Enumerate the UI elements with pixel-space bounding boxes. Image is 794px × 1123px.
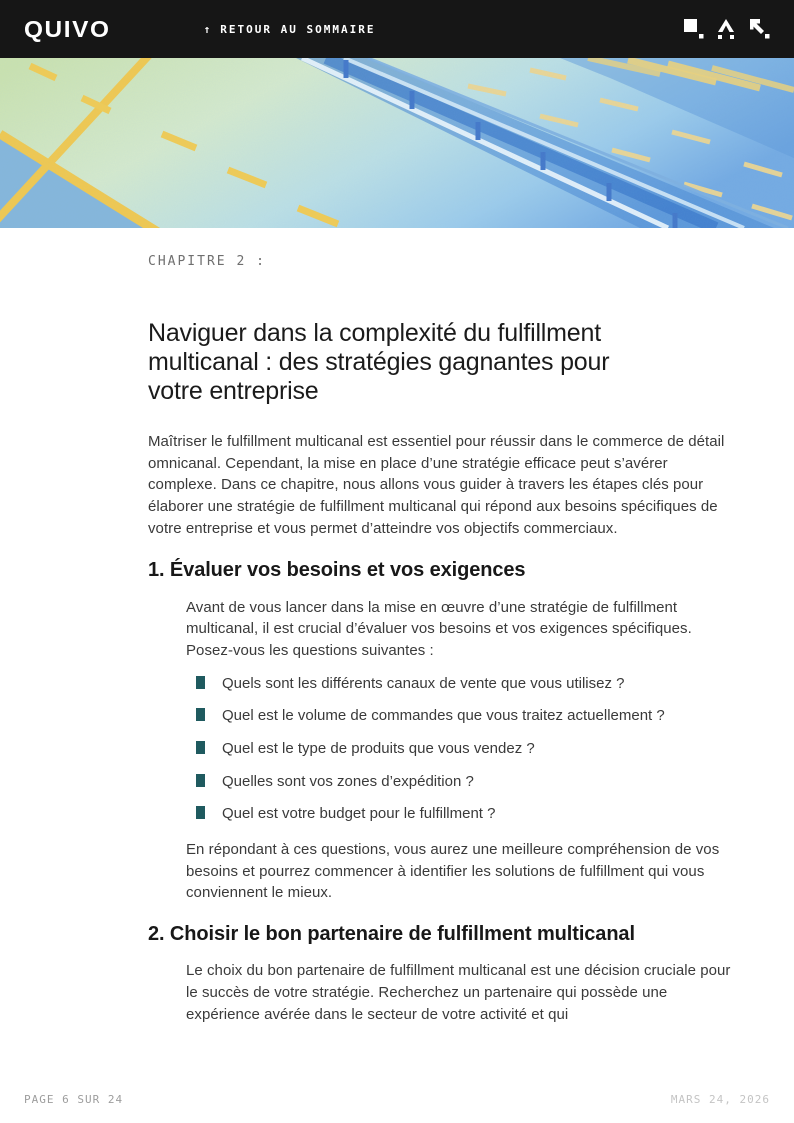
page-footer — [0, 1093, 794, 1109]
arrow-up-left-glyph-icon — [748, 17, 772, 46]
list-item-text: Quelles sont vos zones d’expédition ? — [222, 772, 474, 790]
list-item-text: Quel est votre budget pour le fulfillment ? — [222, 805, 496, 823]
caret-up-glyph-icon — [715, 17, 739, 46]
hero-highway-image — [0, 58, 794, 228]
square-bullet-icon — [196, 774, 205, 787]
section-2-lead: Le choix du bon partenaire de fulfillment multicanal est une décision cruciale pour le succès de votre stratégie. Recherchez un partenaire qui possède une expérience avérée dans le secteur de votre activité et qui — [186, 962, 731, 1023]
list-item-text: Quels sont les différents canaux de vente que vous utilisez ? — [222, 674, 625, 692]
section-1-lead: Avant de vous lancer dans la mise en œuvre d’une stratégie de fulfillment multicanal, il est crucial d’évaluer vos besoins et vos exigences spécifiques. Posez-vous les questions suivantes : — [186, 598, 692, 659]
list-item-text: Quel est le type de produits que vous vendez ? — [222, 740, 535, 757]
article-content — [148, 254, 740, 1025]
section-1-outro: En répondant à ces questions, vous aurez une meilleure compréhension de vos besoins et pourrez commencer à identifier les solutions de fulfillment qui vous conviennent le mieux. — [186, 841, 720, 902]
page-indicator: PAGE 6 SUR 24 — [24, 1093, 124, 1106]
square-bullet-icon — [196, 676, 205, 689]
square-bullet-icon — [196, 806, 205, 819]
back-to-summary-link[interactable] — [204, 23, 376, 36]
up-arrow-icon: ↑ — [203, 22, 213, 36]
square-bullet-icon — [196, 741, 205, 754]
document-date: MARS 24, 2026 — [670, 1093, 770, 1106]
back-to-summary-label: RETOUR AU SOMMAIRE — [220, 22, 376, 36]
brand-mark-icons — [684, 17, 772, 46]
list-item — [186, 705, 740, 727]
top-bar — [0, 0, 794, 58]
section-1-heading: 1. Évaluer vos besoins et vos exigences — [148, 558, 526, 581]
list-item — [186, 771, 740, 793]
list-item — [186, 738, 740, 760]
list-item-text: Quel est le volume de commandes que vous traitez actuellement ? — [222, 707, 665, 725]
intro-paragraph: Maîtriser le fulfillment multicanal est essentiel pour réussir dans le commerce de détail omnicanal. Cependant, la mise en place d’une stratégie efficace peut s’avérer complexe. Dans ce chapitre, nous allons vous guider à travers les étapes clés pour élaborer une stratégie de fulfillment multicanal qui répond aux besoins spécifiques de votre entreprise et vous permet d’atteindre vos objectifs commerciaux. — [148, 433, 725, 537]
square-dot-glyph-icon — [684, 17, 706, 46]
quivo-logo: QUIVO — [24, 15, 111, 42]
questions-list — [186, 673, 740, 825]
chapter-label: CHAPITRE 2 : — [148, 254, 266, 269]
section-2-heading: 2. Choisir le bon partenaire de fulfillment multicanal — [148, 923, 635, 946]
list-item — [186, 803, 740, 825]
page-title: Naviguer dans la complexité du fulfillment multicanal : des stratégies gagnantes pour votre entreprise — [148, 319, 610, 405]
square-bullet-icon — [196, 708, 205, 721]
list-item — [186, 673, 740, 695]
